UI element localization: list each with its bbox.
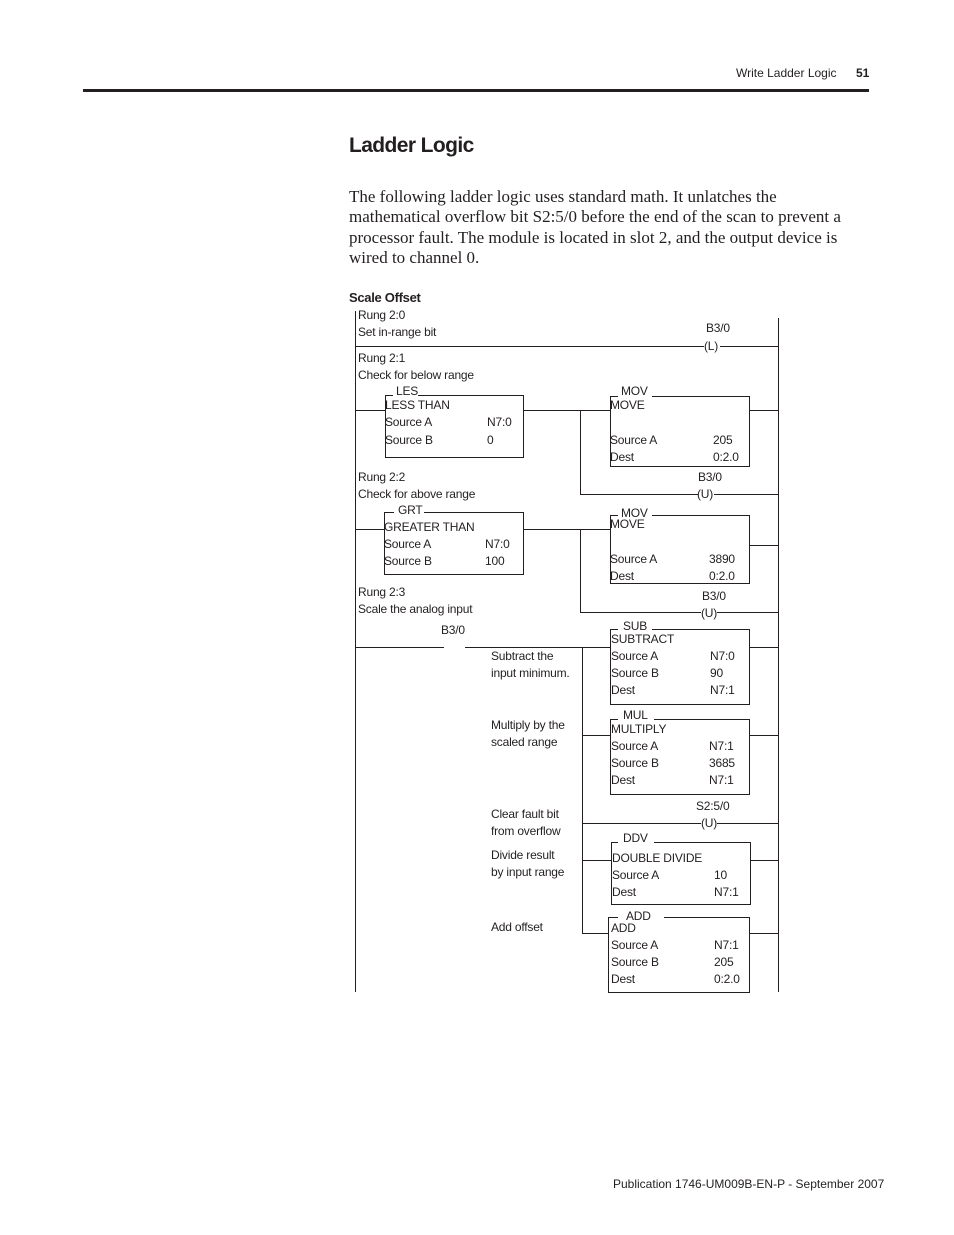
les-row-value: N7:0 [487,415,512,429]
mov-1-row-label: Dest [610,450,634,464]
mov-2-row-label: Dest [610,569,634,583]
add-row-value: 205 [714,955,734,969]
ddv-comment: by input range [491,865,565,879]
ddv-row-label: Source A [612,868,660,882]
intro-paragraph: The following ladder logic uses standard math. It unlatches the mathematical overflow bit S2:5/0 before the end of the scan to prevent a processor fault. The module is located in slot 2, and the output device is wired to channel 0. [349,187,841,267]
sub-name: SUBTRACT [611,632,675,646]
rung-2-3-contact-address: B3/0 [441,623,465,637]
mov-2-mnemonic: MOV [621,506,648,520]
diagram-title: Scale Offset [349,290,421,305]
mov-1-name: MOVE [610,398,645,412]
rung-2-2-desc: Check for above range [358,487,476,501]
les-row-value: 0 [487,433,494,447]
add-name: ADD [611,921,636,935]
sub-row-label: Source B [611,666,659,680]
running-header-section: Write Ladder Logic [736,66,837,80]
sub-mnemonic: SUB [623,619,648,633]
sub-row-label: Dest [611,683,635,697]
sub-row-value: N7:0 [710,649,735,663]
les-row-label: Source B [385,433,433,447]
rung-2-2-id: Rung 2:2 [358,470,406,484]
add-row-label: Source B [611,955,659,969]
grt-name: GREATER THAN [384,520,475,534]
add-mnemonic: ADD [626,909,651,923]
mul-row-value: N7:1 [709,739,734,753]
mul-row-value: N7:1 [709,773,734,787]
mov-1-row-value: 0:2.0 [713,450,739,464]
ddv-row-value: 10 [714,868,727,882]
ddv-row-value: N7:1 [714,885,739,899]
mul-name: MULTIPLY [611,722,667,736]
mov-2-row-label: Source A [610,552,658,566]
sub-comment: input minimum. [491,666,570,680]
add-row-value: N7:1 [714,938,739,952]
les-name: LESS THAN [385,398,450,412]
mov-1-row-value: 205 [713,433,733,447]
sub-comment: Subtract the [491,649,554,663]
mul-row-label: Dest [611,773,635,787]
mov-2-row-value: 0:2.0 [709,569,735,583]
section-title: Ladder Logic [349,134,474,157]
sub-row-value: 90 [710,666,723,680]
mul-row-label: Source A [611,739,659,753]
rung-2-0-coil-latch: (L) [704,339,719,353]
page-number: 51 [856,66,870,80]
sub-row-value: N7:1 [710,683,735,697]
les-mnemonic: LES [396,384,419,398]
grt-row-value: N7:0 [485,537,510,551]
add-row-label: Source A [611,938,659,952]
clear-fault-comment: Clear fault bit [491,807,559,821]
clear-fault-comment: from overflow [491,824,561,838]
rung-2-1-coil-unlatch: (U) [697,487,714,501]
mov-1-mnemonic: MOV [621,384,648,398]
rung-2-1-coil-address: B3/0 [698,470,722,484]
grt-row-value: 100 [485,554,505,568]
mul-row-label: Source B [611,756,659,770]
mul-row-value: 3685 [709,756,735,770]
rung-2-2-coil-address: B3/0 [702,589,726,603]
add-comment: Add offset [491,920,543,934]
mul-mnemonic: MUL [623,708,648,722]
ddv-mnemonic: DDV [623,831,648,845]
rung-2-0-id: Rung 2:0 [358,308,406,322]
s2-coil-address: S2:5/0 [696,799,730,813]
mov-1-row-label: Source A [610,433,658,447]
add-row-label: Dest [611,972,635,986]
ddv-comment: Divide result [491,848,555,862]
mul-comment: Multiply by the [491,718,565,732]
ddv-name: DOUBLE DIVIDE [612,851,703,865]
grt-row-label: Source B [384,554,432,568]
add-row-value: 0:2.0 [714,972,740,986]
rung-2-1-id: Rung 2:1 [358,351,406,365]
rung-2-2-coil-unlatch: (U) [701,606,718,620]
grt-row-label: Source A [384,537,432,551]
rung-2-0-desc: Set in-range bit [358,325,437,339]
rung-2-3-desc: Scale the analog input [358,602,473,616]
s2-coil-unlatch: (U) [701,816,718,830]
publication-footer: Publication 1746-UM009B-EN-P - September 2007 [613,1177,885,1191]
mov-2-name: MOVE [610,517,645,531]
rung-2-1-desc: Check for below range [358,368,474,382]
sub-row-label: Source A [611,649,659,663]
mul-comment: scaled range [491,735,558,749]
rung-2-0-coil-address: B3/0 [706,321,730,335]
rung-2-3-id: Rung 2:3 [358,585,406,599]
grt-mnemonic: GRT [398,503,423,517]
ddv-row-label: Dest [612,885,636,899]
les-row-label: Source A [385,415,433,429]
mov-2-row-value: 3890 [709,552,735,566]
